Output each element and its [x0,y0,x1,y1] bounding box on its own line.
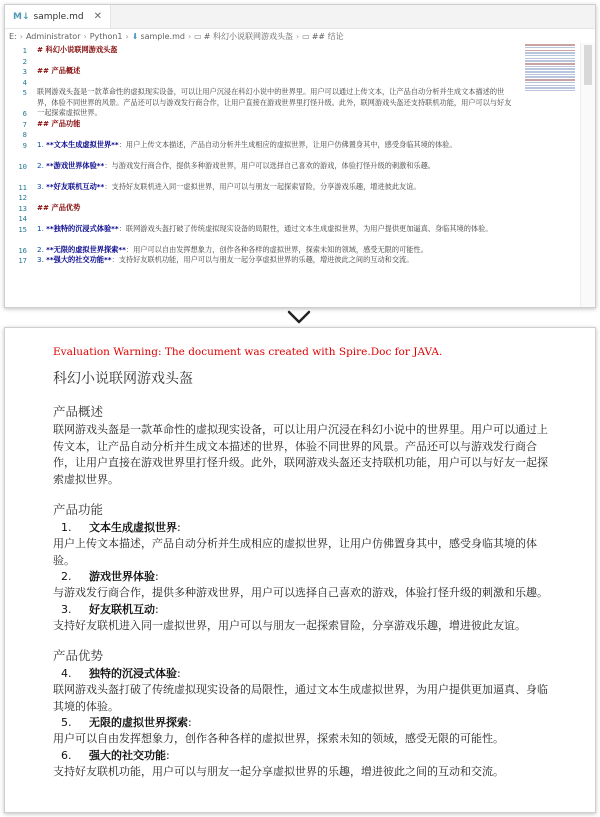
list-item-heading: 5. 无限的虚拟世界探索: [61,716,192,729]
code-token: **游戏世界体验** [46,160,105,170]
markdown-file-icon: ⬇ [131,32,139,41]
tab-label: sample.md [33,11,84,22]
code-token: **强大的社交功能** [46,255,112,264]
list-item-title: 好友联机互动 [89,602,155,616]
code-line[interactable] [37,119,517,130]
line-number: 11 [18,182,27,192]
code-token: ：支持好友联机功能，用户可以与朋友一起分享虚拟世界的乐趣，增进彼此之间的互动和交流。 [111,255,414,264]
code-token: 2. [37,244,47,254]
list-number: 1. [61,521,72,534]
line-number: 5 [22,88,27,97]
breadcrumb-item[interactable]: # 科幻小说联网游戏头盔 [203,32,293,41]
list-item-title: 文本生成虚拟世界 [89,521,177,534]
scrollbar-thumb[interactable] [584,45,592,85]
code-area[interactable] [5,43,595,307]
symbol-icon: ▭ [194,32,202,41]
line-number: 7 [22,119,27,129]
list-item-title: 强大的社交功能 [89,748,166,762]
code-line[interactable] [37,245,517,256]
code-line[interactable] [37,224,517,235]
code-line[interactable] [37,66,517,77]
markdown-editor-window [4,4,596,308]
chevron-right-icon: › [83,32,87,41]
evaluation-warning: Evaluation Warning: The document was created with Spire.Doc for JAVA. [53,346,443,358]
line-number: 14 [18,214,27,223]
chevron-down-icon [286,308,312,326]
overview-paragraph: 联网游戏头盔是一款革命性的虚拟现实设备，可以让用户沉浸在科幻小说中的世界里。用户可以通过上传文本，让产品自动分析并生成文本描述的世界，体验不同世界的风景。产品还可以与游戏发行商合作，让用户直接在游戏世界里打怪升级。此外，联网游戏头盔还支持联机功能，用户可以与好友一起探索虚拟世界。 [53,423,548,486]
advantages-list [53,666,553,780]
line-number: 4 [22,77,27,87]
line-number: 2 [22,56,27,66]
list-item-text: 用户上传文本描述，产品自动分析并生成相应的虚拟世界，让用户仿佛置身其中，感受身临其境的体验。 [53,537,537,567]
code-line[interactable] [37,182,517,193]
symbol-icon: ▭ [302,32,310,41]
chevron-right-icon: › [125,32,129,41]
chevron-right-icon: › [187,32,192,41]
word-document-page [4,327,596,813]
code-token: 联网游戏头盔是一款革命性的虚拟现实设备，可以让用户沉浸在科幻小说中的世界里。用户可以通过上传文本，让产品自动分析并生成文本描述的世界，体验不同世界的风景。产品还可以与游戏发行商合作，让用户直接在游戏世界里打怪升级。此外，联网游戏头盔还支持联机功能，用户可以与好友一起探索虚拟世界。 [37,87,512,117]
code-token: ## 产品优势 [37,202,81,212]
section-heading-advantages: 产品优势 [53,648,104,663]
list-item-title: 独特的沉浸式体验 [89,667,177,680]
code-token: ：用户上传文本描述，产品自动分析并生成相应的虚拟世界，让用户仿佛置身其中，感受身临其境的体验。 [118,139,457,149]
code-token: ## 产品概述 [37,66,81,75]
code-line[interactable] [37,140,517,151]
list-item-title: 无限的虚拟世界探索 [89,716,188,729]
editor-tab-bar [5,5,595,29]
line-number: 9 [22,140,27,150]
vertical-scrollbar[interactable] [580,43,595,307]
features-list [53,520,553,634]
line-number: 13 [18,203,27,213]
breadcrumb-item[interactable]: sample.md [140,32,185,41]
list-item-title: 游戏世界体验 [89,570,155,583]
line-number: 17 [18,256,27,265]
list-item-text: 与游戏发行商合作，提供多种游戏世界，用户可以选择自己喜欢的游戏，体验打怪升级的刺激和乐趣。 [53,586,548,599]
code-token: 3. [37,255,47,264]
code-token: ：联网游戏头盔打破了传统虚拟现实设备的局限性，通过文本生成虚拟世界，为用户提供更加逼真、身临其境的体验。 [118,223,493,233]
breadcrumb [5,29,595,44]
line-number: 1 [22,46,27,55]
code-token: 1. [37,139,47,149]
list-item-text: 联网游戏头盔打破了传统虚拟现实设备的局限性，通过文本生成虚拟世界，为用户提供更加逼真、身临其境的体验。 [53,683,548,713]
code-token: # 科幻小说联网游戏头盔 [37,45,118,54]
code-token: ：支持好友联机进入同一虚拟世界，用户可以与朋友一起探索冒险，分享游戏乐趣，增进彼此友谊。 [104,181,421,191]
code-token: 1. [37,223,47,233]
line-number: 6 [22,109,27,118]
list-item-heading: 6. 强大的社交功能: [61,748,170,762]
code-token: 2. [37,160,47,170]
code-line[interactable] [37,87,517,119]
code-token: **无限的虚拟世界探索** [46,244,126,254]
line-number: 15 [18,224,27,234]
line-number: 12 [18,193,27,202]
line-number: 16 [18,245,27,255]
section-heading-features: 产品功能 [53,502,104,517]
code-line[interactable] [37,255,517,266]
list-number: 6. [61,748,72,762]
list-number: 5. [61,716,72,729]
section-heading-overview: 产品概述 [53,404,104,419]
list-number: 2. [61,570,72,583]
list-number: 4. [61,667,72,680]
chevron-right-icon: › [19,32,23,41]
breadcrumb-item[interactable]: Administrator [25,32,81,41]
document-title: 科幻小说联网游戏头盔 [53,371,193,387]
list-item-text: 支持好友联机功能，用户可以与朋友一起分享虚拟世界的乐趣，增进彼此之间的互动和交流。 [53,764,504,778]
tab-sample-md[interactable] [5,5,111,28]
code-token: **独特的沉浸式体验** [46,223,119,233]
code-token: ：用户可以自由发挥想象力，创作各种各样的虚拟世界，探索未知的领域，感受无限的可能性。 [125,244,428,254]
code-token: ## 产品功能 [37,118,81,128]
breadcrumb-item[interactable]: ## 结论 [311,32,344,41]
list-number: 3. [61,602,72,616]
chevron-right-icon: › [295,32,300,41]
line-number: 8 [22,130,27,139]
list-item-text: 用户可以自由发挥想象力，创作各种各样的虚拟世界，探索未知的领域，感受无限的可能性。 [53,732,504,745]
list-item-heading: 4. 独特的沉浸式体验: [61,667,181,680]
line-number: 10 [18,161,27,171]
list-item-heading: 2. 游戏世界体验: [61,570,159,583]
breadcrumb-item[interactable]: Python1 [89,32,123,41]
code-line[interactable] [37,45,517,56]
code-token: 3. [37,181,47,191]
code-token: **好友联机互动** [46,181,105,191]
breadcrumb-item[interactable]: E: [9,32,17,41]
list-item-heading: 3. 好友联机互动: [61,602,159,616]
list-item-text: 支持好友联机进入同一虚拟世界，用户可以与朋友一起探索冒险，分享游戏乐趣，增进彼此友谊。 [53,618,526,632]
close-icon[interactable]: ✕ [93,11,102,22]
code-line[interactable] [37,161,517,172]
line-number: 3 [22,67,27,76]
code-line[interactable] [37,203,517,214]
code-token: ：与游戏发行商合作，提供多种游戏世界，用户可以选择自己喜欢的游戏，体验打怪升级的刺激和乐趣。 [104,160,435,170]
minimap[interactable] [525,43,575,103]
code-token: **文本生成虚拟世界** [46,139,119,149]
list-item-heading: 1. 文本生成虚拟世界: [61,521,181,534]
markdown-file-icon: M↓ [13,11,30,22]
